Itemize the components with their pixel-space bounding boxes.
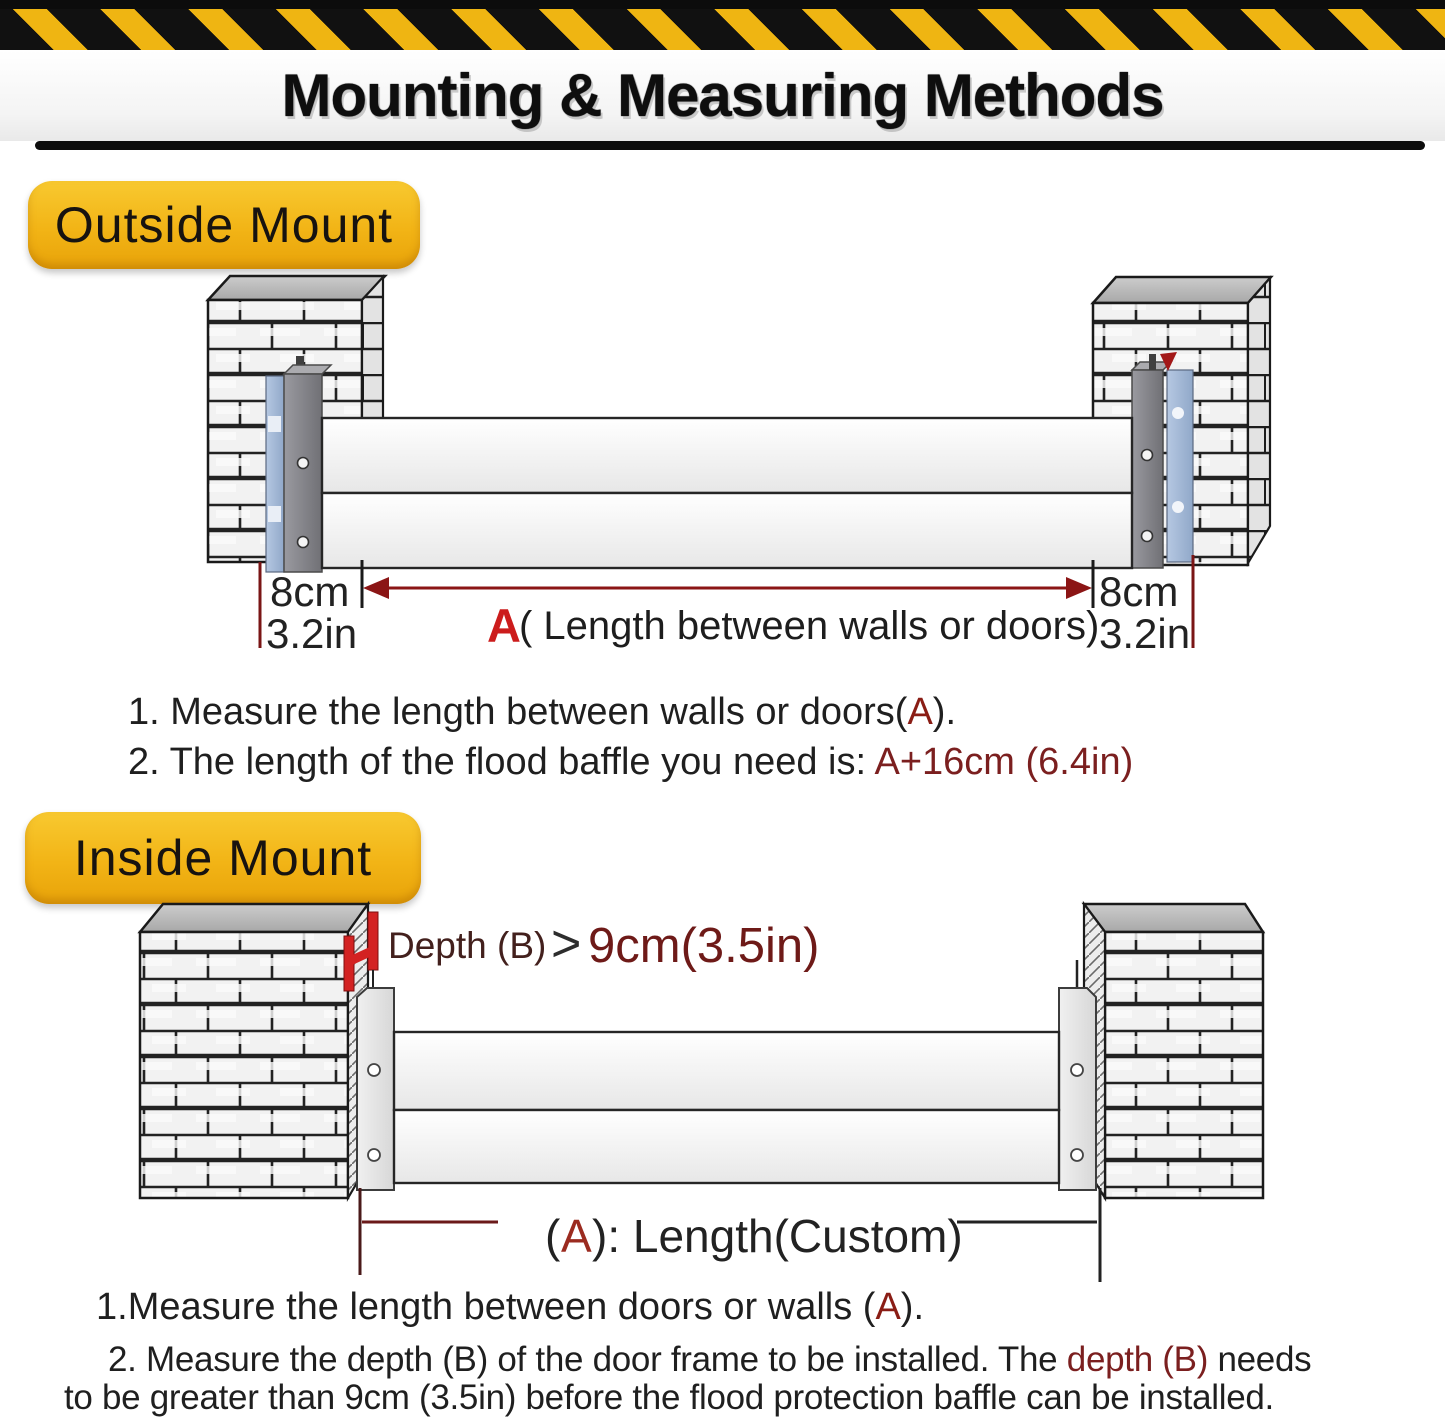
inside-step-1-end: ). [900,1286,925,1328]
screw-hole [1142,450,1153,461]
inside-step-1 [96,1286,924,1329]
outside-mount-diagram [0,270,1445,690]
screw-hole [1142,531,1153,542]
span-letter: A [487,599,521,652]
inside-mount-badge [25,812,421,904]
banner [0,50,1445,141]
outside-dimensions [260,555,1193,657]
arrowhead-left-icon [363,577,389,599]
outside-step-2 [128,741,1133,784]
inside-step-2-highlight: depth (B) [1066,1340,1209,1379]
span-label: ( Length between walls or doors) [519,604,1100,648]
screw-hole [298,537,309,548]
outside-step-1-letter: A [907,691,933,733]
depth-value: 9cm(3.5in) [588,919,820,973]
top-black-bar [0,0,1445,9]
outside-step-2-text: 2. The length of the flood baffle you need is: [128,741,875,783]
inside-step-1-letter: A [875,1286,901,1328]
depth-annotation [388,915,819,973]
outside-step-1 [128,691,956,734]
left-offset-in: 3.2in [266,610,358,657]
length-label: ): Length(Custom) [592,1210,963,1262]
screw-hole [298,458,309,469]
inside-step-2-line-1 [108,1340,1311,1380]
outside-step-1-text: 1. Measure the length between walls or doors( [128,691,908,733]
screw-hole [1071,1064,1083,1076]
right-offset-cm: 8cm [1099,568,1179,615]
inside-left-pillar [140,904,368,1198]
flood-barrier [322,418,1132,568]
screw-hole [1071,1149,1083,1161]
length-letter: A [561,1210,592,1262]
outside-mount-badge-label: Outside Mount [54,197,394,253]
inside-right-channel [1059,960,1096,1190]
inside-left-channel [357,988,394,1190]
inside-step-2-text: 2. Measure the depth (B) of the door frame to be installed. The [108,1340,1067,1379]
left-offset-cm: 8cm [270,568,350,615]
screw-hole [368,1064,380,1076]
inside-step-2-end: needs [1208,1340,1312,1379]
outside-step-2-formula: A+16cm (6.4in) [874,741,1134,783]
greater-than-sign: > [551,915,582,973]
inside-mount-diagram [0,900,1445,1285]
outside-mount-badge [28,181,420,269]
banner-underline [35,141,1425,150]
inside-right-pillar [1084,904,1263,1198]
inside-step-1-text: 1.Measure the length between doors or walls ( [96,1286,876,1328]
length-open-paren: ( [545,1210,561,1262]
screw-hole [368,1149,380,1161]
outside-step-1-end: ). [932,691,957,733]
inside-mount-badge-label: Inside Mount [73,830,373,886]
depth-label: Depth (B) [388,925,547,966]
arrowhead-right-icon [1066,577,1092,599]
hazard-stripe-band [0,9,1445,50]
left-wall-strip [266,376,284,572]
page-title: Mounting & Measuring Methods [281,62,1164,129]
flood-barrier [394,1032,1059,1183]
right-offset-in: 3.2in [1099,610,1191,657]
inside-dimensions [360,1188,1100,1282]
inside-step-2-continuation: to be greater than 9cm (3.5in) before the flood protection baffle can be installed. [64,1378,1274,1417]
right-wall-strip [1167,370,1193,562]
anchor-pin [1149,354,1156,370]
inside-step-2-line-2 [64,1378,1274,1418]
